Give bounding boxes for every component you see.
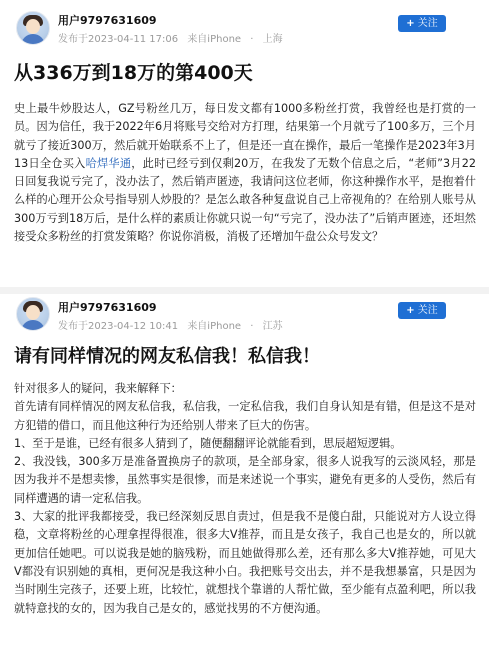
post-location: 上海 [262, 34, 283, 45]
plus-icon: + [406, 305, 415, 316]
body-text: 史上最牛炒股达人，GZ号粉丝几万，每日发文都有1000多粉丝打赏，我曾经也是打赏的一员。因为信任，我于2022年6月将账号交给对方打理，结果第一个月就亏了100多万，三个月就亏了接近300万，然后就开始联系不上了，但是还一直在操作，最后一笔操作是2023年3月13日全仓买入 [14, 102, 476, 170]
location-dot: · [250, 321, 254, 332]
post-date: 发布于2023-04-12 10:41 [58, 321, 179, 332]
plus-icon: + [406, 18, 415, 29]
post-source: 来自iPhone [187, 34, 242, 45]
post-body [14, 100, 476, 246]
post-meta [58, 317, 289, 332]
body-text: ，此时已经亏到仅剩20万，在我发了无数个信息之后，“老师”3月22日回复我说亏完了，没办法了，然后销声匿迹，我请问这位老师，你这种操作水平，是抱着什么样的心理开公众号指导别人炒股的？是怎么敢各种复盘说自己上帝视角的？在给别人账号从300万亏到18万后，是什么样的素质让你就只说一句“亏完了，没办法了”后销声匿迹，还坦然接受众多粉丝的打赏发策略？你说你消极，消极了还增加午盘公众号发文？ [14, 156, 476, 244]
post-title: 请有同样情况的网友私信我！私信我！ [14, 346, 320, 367]
follow-button[interactable] [398, 15, 446, 32]
follow-button[interactable] [398, 302, 446, 319]
avatar[interactable] [16, 11, 50, 45]
post-location: 江苏 [262, 321, 283, 332]
username[interactable]: 用户9797631609 [58, 301, 157, 314]
paragraph: 1、至于是谁，已经有很多人猜到了，随便翻翻评论就能看到，思辰超短逻辑。 [14, 436, 402, 450]
paragraph: 针对很多人的疑问，我来解释下： [14, 382, 182, 395]
follow-label: 关注 [417, 18, 438, 29]
post-title: 从336万到18万的第400天 [14, 62, 253, 84]
stock-link[interactable]: 哈焊华通 [85, 156, 132, 170]
avatar[interactable] [16, 297, 50, 331]
post-date: 发布于2023-04-11 17:06 [58, 34, 179, 45]
paragraph: 3、大家的批评我都接受，我已经深刻反思自责过，但是我不是傻白甜，只能说对方人设立得稳，文章将粉丝的心理拿捏得很准，很多大V推荐，而且是女孩子，我自己也是女的，所以就更加信任她吧。可以说我是她的脑残粉，而且她做得那么差，还有那么多大V推荐她，可见大V都没有识别她的真相，更何况是我这种小白。我把账号交出去，并不是我想暴富，只是因为当时刚生完孩子，还要上班，比较忙，就想找个靠谱的人帮忙做，至少能有点盈利吧，所以我就特意找的女的，因为我自己是女的，感觉找男的不方便沟通。 [14, 510, 476, 615]
post-divider [0, 287, 489, 294]
post-body [14, 380, 476, 618]
post-source: 来自iPhone [187, 321, 242, 332]
paragraph: 首先请有同样情况的网友私信我，私信我，一定私信我，我们自身认知是有错，但是这不是对方犯错的借口，而且他这种行为还给别人带来了巨大的伤害。 [14, 400, 476, 432]
follow-label: 关注 [417, 305, 438, 316]
paragraph: 2、我没钱，300多万是准备置换房子的款项，是全部身家，很多人说我写的云淡风轻，那是因为我并不是想卖惨，虽然事实是很惨，而是来述说一个事实，避免有更多的人受伤，然后有同样遭遇的请一定私信我。 [14, 455, 476, 505]
post-card-1 [0, 0, 489, 287]
post-meta [58, 30, 289, 45]
username[interactable]: 用户9797631609 [58, 14, 157, 27]
location-dot: · [250, 34, 254, 45]
